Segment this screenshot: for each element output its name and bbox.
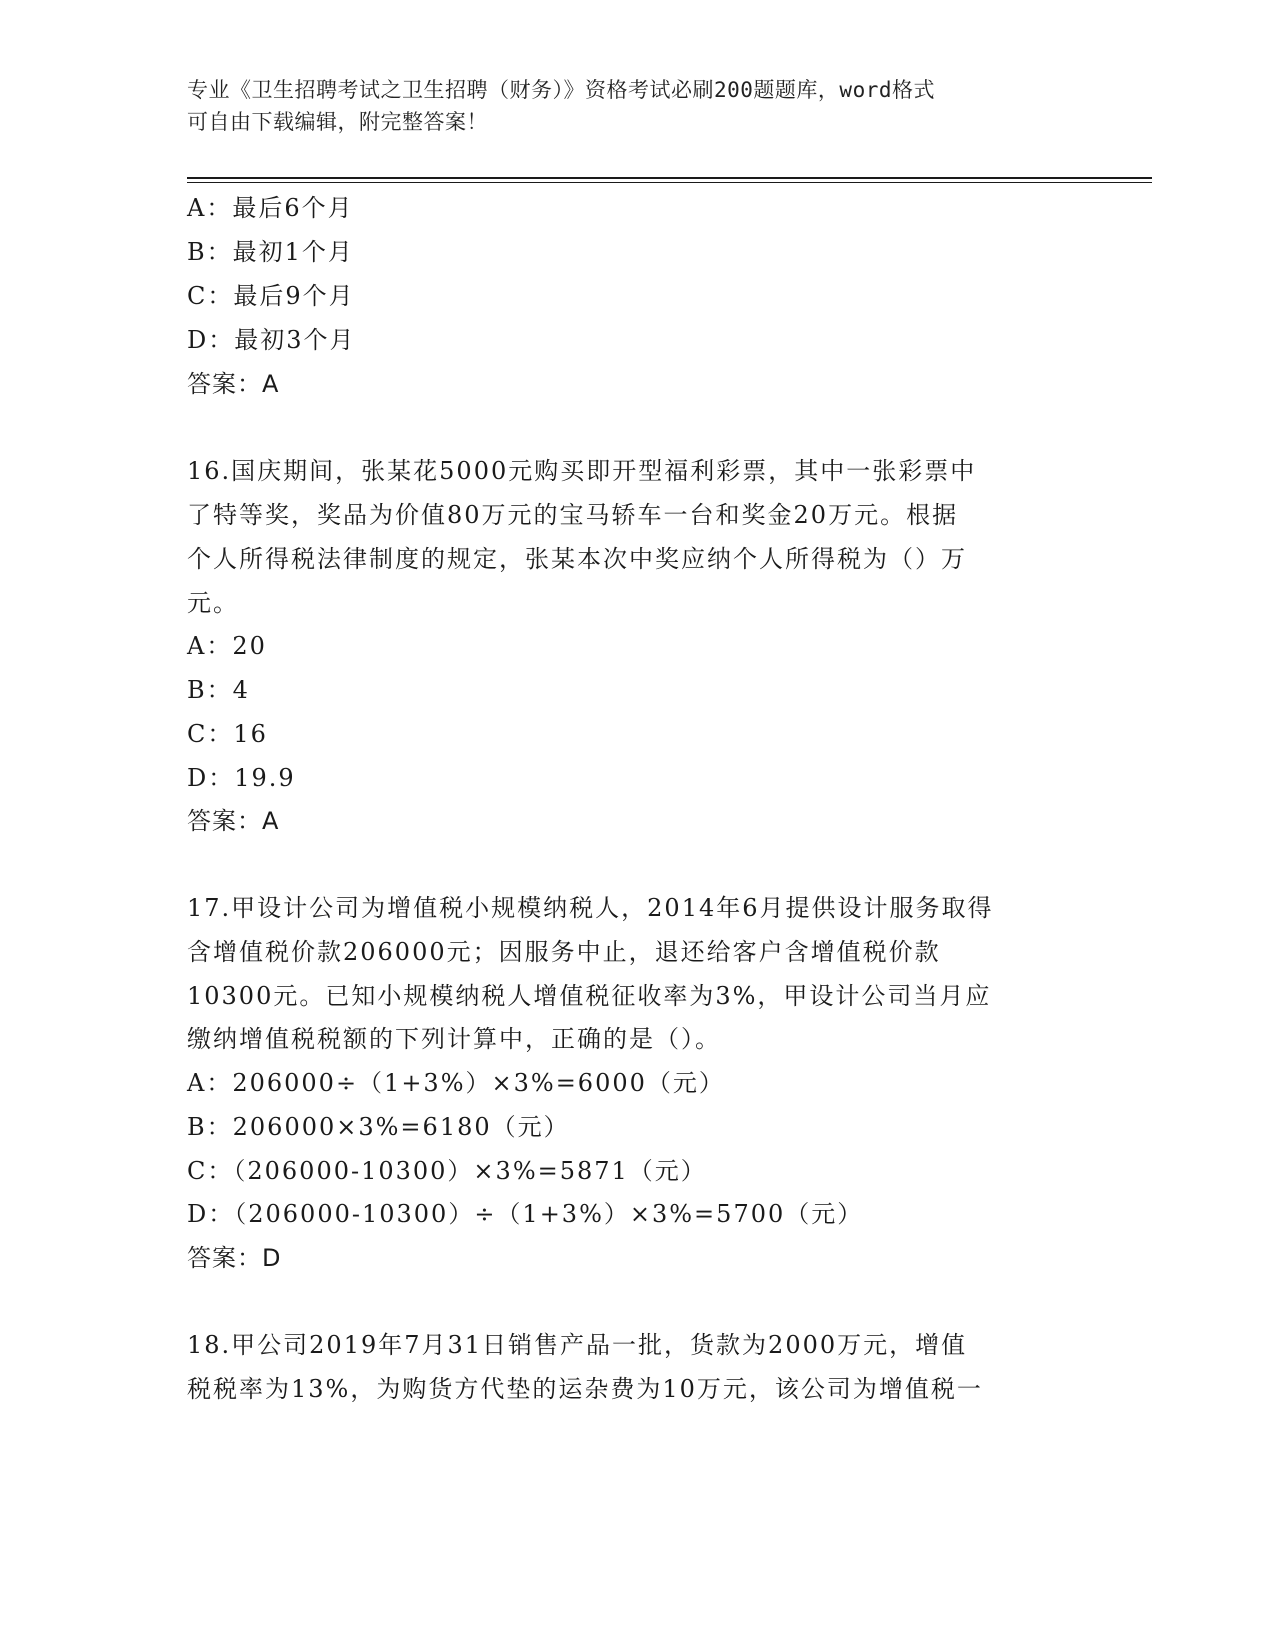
q16-stem-line-2: 了特等奖，奖品为价值80万元的宝马轿车一台和奖金20万元。根据 bbox=[187, 501, 959, 529]
header-rule-thin bbox=[187, 182, 1152, 183]
q15-answer: 答案：A bbox=[187, 370, 280, 398]
q15-option-a: A：最后6个月 bbox=[187, 194, 354, 222]
header-line-2: 可自由下载编辑，附完整答案！ bbox=[187, 110, 488, 134]
q17-option-d: D：（206000-10300）÷（1+3%）×3%=5700（元） bbox=[187, 1200, 864, 1228]
q16-option-c: C：16 bbox=[187, 720, 268, 748]
q16-stem-line-3: 个人所得税法律制度的规定，张某本次中奖应纳个人所得税为（）万 bbox=[187, 545, 967, 573]
q17-option-a: A：206000÷（1+3%）×3%=6000（元） bbox=[187, 1069, 725, 1097]
header-line-1: 专业《卫生招聘考试之卫生招聘（财务）》资格考试必刷200题题库，word格式 bbox=[187, 78, 935, 102]
q16-answer: 答案：A bbox=[187, 807, 280, 835]
q16-option-b: B：4 bbox=[187, 676, 250, 704]
document-header bbox=[187, 74, 1067, 138]
q17-stem-line-3: 10300元。已知小规模纳税人增值税征收率为3%，甲设计公司当月应 bbox=[187, 982, 992, 1010]
q15-option-b: B：最初1个月 bbox=[187, 238, 354, 266]
q15-option-d: D：最初3个月 bbox=[187, 326, 356, 354]
q17-stem-line-1: 17.甲设计公司为增值税小规模纳税人，2014年6月提供设计服务取得 bbox=[187, 894, 994, 922]
q16-stem-line-1: 16.国庆期间，张某花5000元购买即开型福利彩票，其中一张彩票中 bbox=[187, 457, 977, 485]
q17-option-b: B：206000×3%=6180（元） bbox=[187, 1113, 570, 1141]
q16-option-a: A：20 bbox=[187, 632, 267, 660]
q16-stem-line-4: 元。 bbox=[187, 589, 239, 617]
q16-option-d: D：19.9 bbox=[187, 764, 296, 792]
q18-stem-line-1: 18.甲公司2019年7月31日销售产品一批，货款为2000万元，增值 bbox=[187, 1331, 968, 1359]
q17-answer: 答案：D bbox=[187, 1244, 282, 1272]
q17-stem-line-2: 含增值税价款206000元；因服务中止，退还给客户含增值税价款 bbox=[187, 938, 941, 966]
q18-stem-line-2: 税税率为13%，为购货方代垫的运杂费为10万元，该公司为增值税一 bbox=[187, 1375, 983, 1403]
q15-option-c: C：最后9个月 bbox=[187, 282, 355, 310]
header-rule-thick bbox=[187, 177, 1152, 179]
q17-stem-line-4: 缴纳增值税税额的下列计算中，正确的是（）。 bbox=[187, 1025, 721, 1053]
q17-option-c: C：（206000-10300）×3%=5871（元） bbox=[187, 1157, 707, 1185]
